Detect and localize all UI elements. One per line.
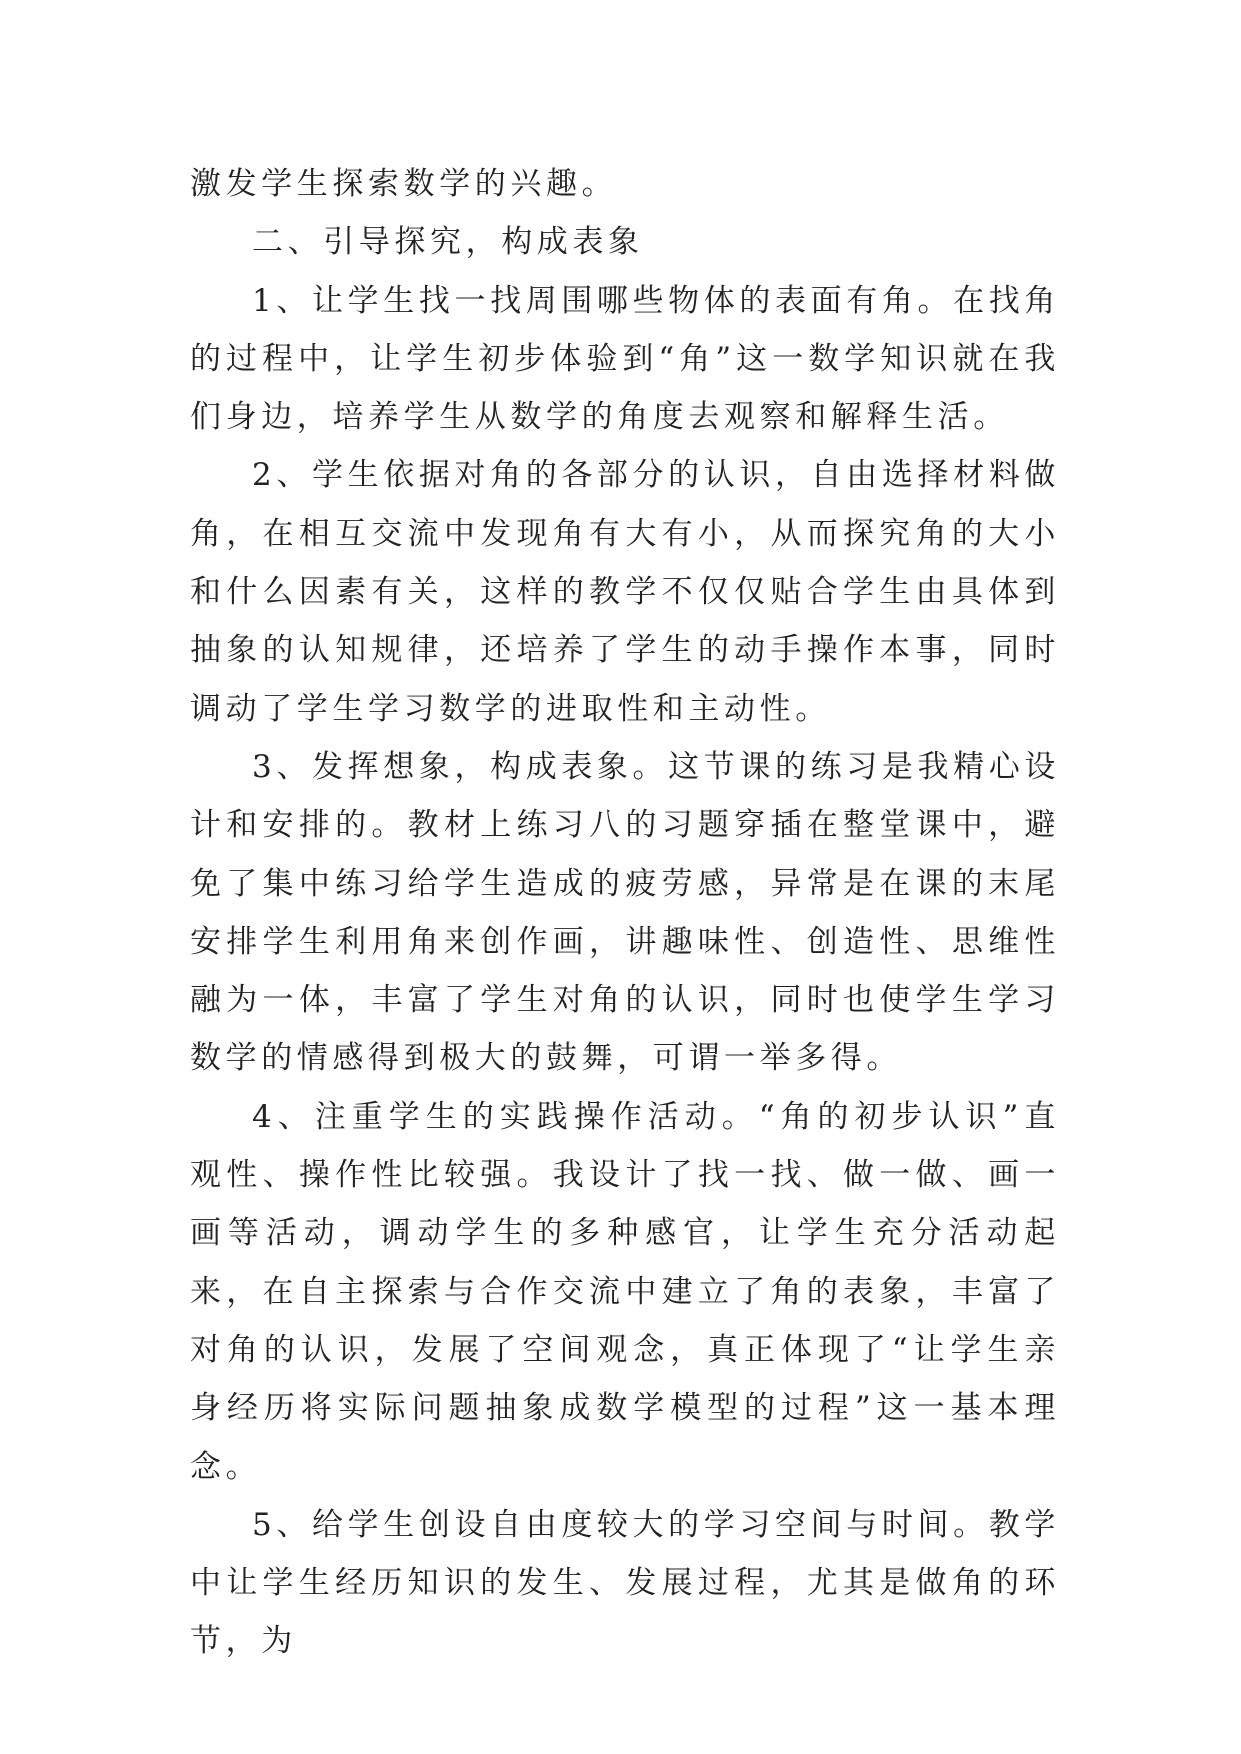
paragraph-item-3: 3、发挥想象，构成表象。这节课的练习是我精心设计和安排的。教材上练习八的习题穿插在整堂课中，避免了集中练习给学生造成的疲劳感，异常是在课的末尾安排学生利用角来创作画，讲趣味性、创造性、思维性融为一体，丰富了学生对角的认识，同时也使学生学习数学的情感得到极大的鼓舞，可谓一举多得。 xyxy=(190,748,1060,1077)
section-heading: 二、引导探究，构成表象 xyxy=(252,224,644,261)
paragraph-continuation: 激发学生探索数学的兴趣。 xyxy=(190,166,618,202)
paragraph-item-4: 4、注重学生的实践操作活动。“角的初步认识”直观性、操作性比较强。我设计了找一找、做一做、画一画等活动，调动学生的多种感官，让学生充分活动起来，在自主探索与合作交流中建立了角的表象，丰富了对角的认识，发展了空间观念，真正体现了“让学生亲身经历将实际问题抽象成数学模型的过程”这一基本理念。 xyxy=(190,1098,1060,1485)
paragraph-item-2: 2、学生依据对角的各部分的认识，自由选择材料做角，在相互交流中发现角有大有小，从而探究角的大小和什么因素有关，这样的教学不仅仅贴合学生由具体到抽象的认知规律，还培养了学生的动手操作本事，同时调动了学生学习数学的进取性和主动性。 xyxy=(190,457,1060,727)
paragraph-item-5: 5、给学生创设自由度较大的学习空间与时间。教学中让学生经历知识的发生、发展过程，尤其是做角的环节，为 xyxy=(190,1506,1060,1660)
paragraph-item-1: 1、让学生找一找周围哪些物体的表面有角。在找角的过程中，让学生初步体验到“角”这一数学知识就在我们身边，培养学生从数学的角度去观察和解释生活。 xyxy=(190,282,1060,436)
body-text xyxy=(190,155,1060,1671)
